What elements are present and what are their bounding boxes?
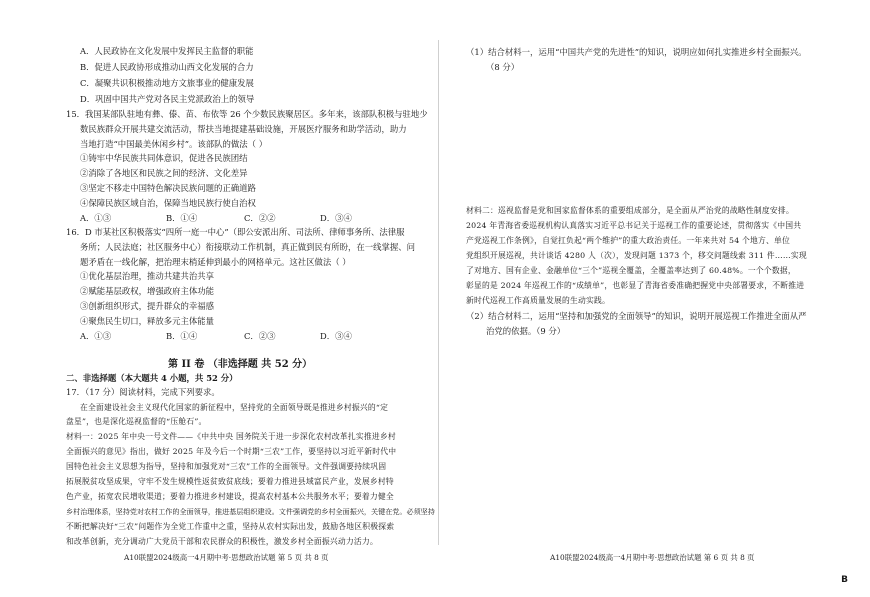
q17-sub1-line-1: （1）结合材料一，运用“中国共产党的先进性”的知识，说明应如何扎实推进乡村全面振兴。 (466, 47, 807, 57)
q16-item-4: ④聚焦民生切口，释放多元主体能量 (80, 316, 214, 326)
q16-stem-line-3: 题矛盾在一线化解，把治理末梢延伸到最小的网格单元。这社区做法（ ） (80, 257, 351, 267)
q17-sub2-line-2: 治党的依据。（9 分） (486, 326, 566, 336)
q17-sub2-line-1: （2）结合材料二，运用“坚持和加强党的全面领导”的知识，说明开展巡视工作推进全面从严 (466, 311, 807, 321)
paper-version-mark: B (841, 575, 848, 585)
right-page (440, 0, 870, 597)
q16-choice-d: D．③④ (320, 331, 352, 341)
q16-item-2: ②赋能基层政权，增强政府主体功能 (80, 286, 214, 296)
q14-option-a: A．人民政协在文化发展中发挥民主监督的职能 (80, 46, 254, 56)
q17-line-6: 拓展脱贫攻坚成果，守牢不发生规模性返贫致贫底线；要着力推进县域富民产业，发展乡村特 (66, 477, 394, 486)
q17-line-9: 不断把解决好“三农”问题作为全党工作重中之重，坚持从农村实际出发，鼓励各地区积极探索 (66, 522, 395, 531)
q17-line-2: 盘星”，也是深化巡视监督的“压舱石”。 (66, 417, 207, 426)
q15-item-1: ①铸牢中华民族共同体意识，促进各民族团结 (80, 153, 248, 163)
right-page-footer: A10联盟2024级高一4月期中考·思想政治试题 第 6 页 共 8 页 (550, 553, 755, 562)
q16-item-1: ①优化基层治理，推动共建共治共享 (80, 271, 214, 281)
q16-stem-line-2: 务所；人民法庭；社区服务中心）衔接联动工作机制，真正做到民有所盼，在一线掌握、问 (80, 242, 415, 252)
q15-choice-d: D．③④ (320, 213, 352, 223)
page-divider (438, 40, 439, 545)
material2-line-7: 新时代巡视工作高质量发展的生动实践。 (466, 296, 610, 305)
q17-line-3: 材料一：2025 年中央一号文件——《中共中央 国务院关于进一步深化农村改革扎实推进乡村 (66, 432, 396, 441)
material2-line-4: 党组织开展巡视，共计谈话 4280 人（次），发现问题 1373 个，移交问题线索 311 件……实现 (466, 251, 807, 260)
q16-choice-a: A．①③ (80, 331, 112, 341)
q15-item-2: ②消除了各地区和民族之间的经济、文化差异 (80, 168, 248, 178)
q15-stem-line-1: 15．我国某部队驻地有彝、傣、苗、布依等 26 个少数民族聚居区。多年来，该部队积极与驻地少 (66, 109, 428, 119)
q16-stem-line-1: 16．D 市某社区积极落实“四所一庭一中心”（即公安派出所、司法所、律师事务所、法律服 (66, 227, 405, 237)
material2-line-5: 了对地方、国有企业、金融单位“三个”巡视全覆盖，全覆盖率达到了 60.48%。一个个数据， (466, 266, 796, 275)
q15-item-3: ③坚定不移走中国特色解决民族问题的正确道路 (80, 183, 256, 193)
q16-choice-b: B．①④ (166, 331, 198, 341)
q17-line-7: 色产业，拓宽农民增收渠道；要着力推进乡村建设，提高农村基本公共服务水平；要着力健全 (66, 492, 394, 501)
q15-stem-line-2: 数民族群众开展共建交流活动，帮扶当地提建基础设施，开展医疗服务和助学活动，助力 (80, 124, 407, 134)
q15-choice-b: B．①④ (166, 213, 198, 223)
q17-line-4: 全面振兴的意见》指出，做好 2025 年及今后一个时期“三农”工作，要坚持以习近平新时代中 (66, 447, 397, 456)
q15-choice-c: C．②② (244, 213, 276, 223)
q17-line-8: 乡村治理体系，坚持党对农村工作的全面领导，推进基层组织建设。文件强调党的乡村全面振兴，关键在党。必须坚持 (66, 507, 435, 516)
q15-item-4: ④保障民族区域自治，保障当地民族行使自治权 (80, 198, 256, 208)
material2-line-2: 2024 年青海省委巡视机构认真落实习近平总书记关于巡视工作的重要论述，贯彻落实《中国共 (466, 221, 802, 230)
material2-line-6: 彰显的是 2024 年巡视工作的“成绩单”，也彰显了青海省委准确把握党中央部署要求，不断推进 (466, 281, 805, 290)
q15-choice-a: A．①③ (80, 213, 112, 223)
q14-option-b: B．促进人民政协形成推动山西文化发展的合力 (80, 62, 254, 72)
q17-line-10: 和改革创新，充分调动广大党员干部和农民群众的积极性，激发乡村全面振兴动力活力。 (66, 537, 378, 546)
q17-head: 17．（17 分）阅读材料，完成下列要求。 (66, 387, 220, 397)
section-heading: 二、非选择题（本大题共 4 小题，共 52 分） (66, 373, 238, 383)
q17-line-5: 国特色社会主义思想为指导，坚持和加强党对“三农”工作的全面领导。文件强调要持续巩固 (66, 462, 387, 471)
q17-sub1-line-2: （8 分） (486, 62, 520, 72)
q14-option-c: C．凝聚共识积极推动地方文旅事业的健康发展 (80, 78, 254, 88)
section-title: 第 II 卷 （非选择题 共 52 分） (168, 359, 313, 370)
q16-item-3: ③创新组织形式，提升群众的幸福感 (80, 301, 214, 311)
left-page-footer: A10联盟2024级高一4月期中考·思想政治试题 第 5 页 共 8 页 (124, 553, 329, 562)
q16-choice-c: C．②③ (244, 331, 276, 341)
q14-option-d: D．巩固中国共产党对各民主党派政治上的领导 (80, 94, 255, 104)
material2-line-3: 产党巡视工作条例》，自觉扛负起“两个维护”的重大政治责任。一年来共对 54 个地方、单位 (466, 236, 791, 245)
q15-stem-line-3: 当地打造“中国最美休闲乡村”。该部队的做法（ ） (80, 139, 268, 149)
q17-line-1: 在全面建设社会主义现代化国家的新征程中，坚持党的全面领导既是推进乡村振兴的“定 (80, 403, 389, 412)
material2-line-1: 材料二：巡视监督是党和国家监督体系的重要组成部分，是全面从严治党的战略性制度安排。 (466, 206, 794, 215)
